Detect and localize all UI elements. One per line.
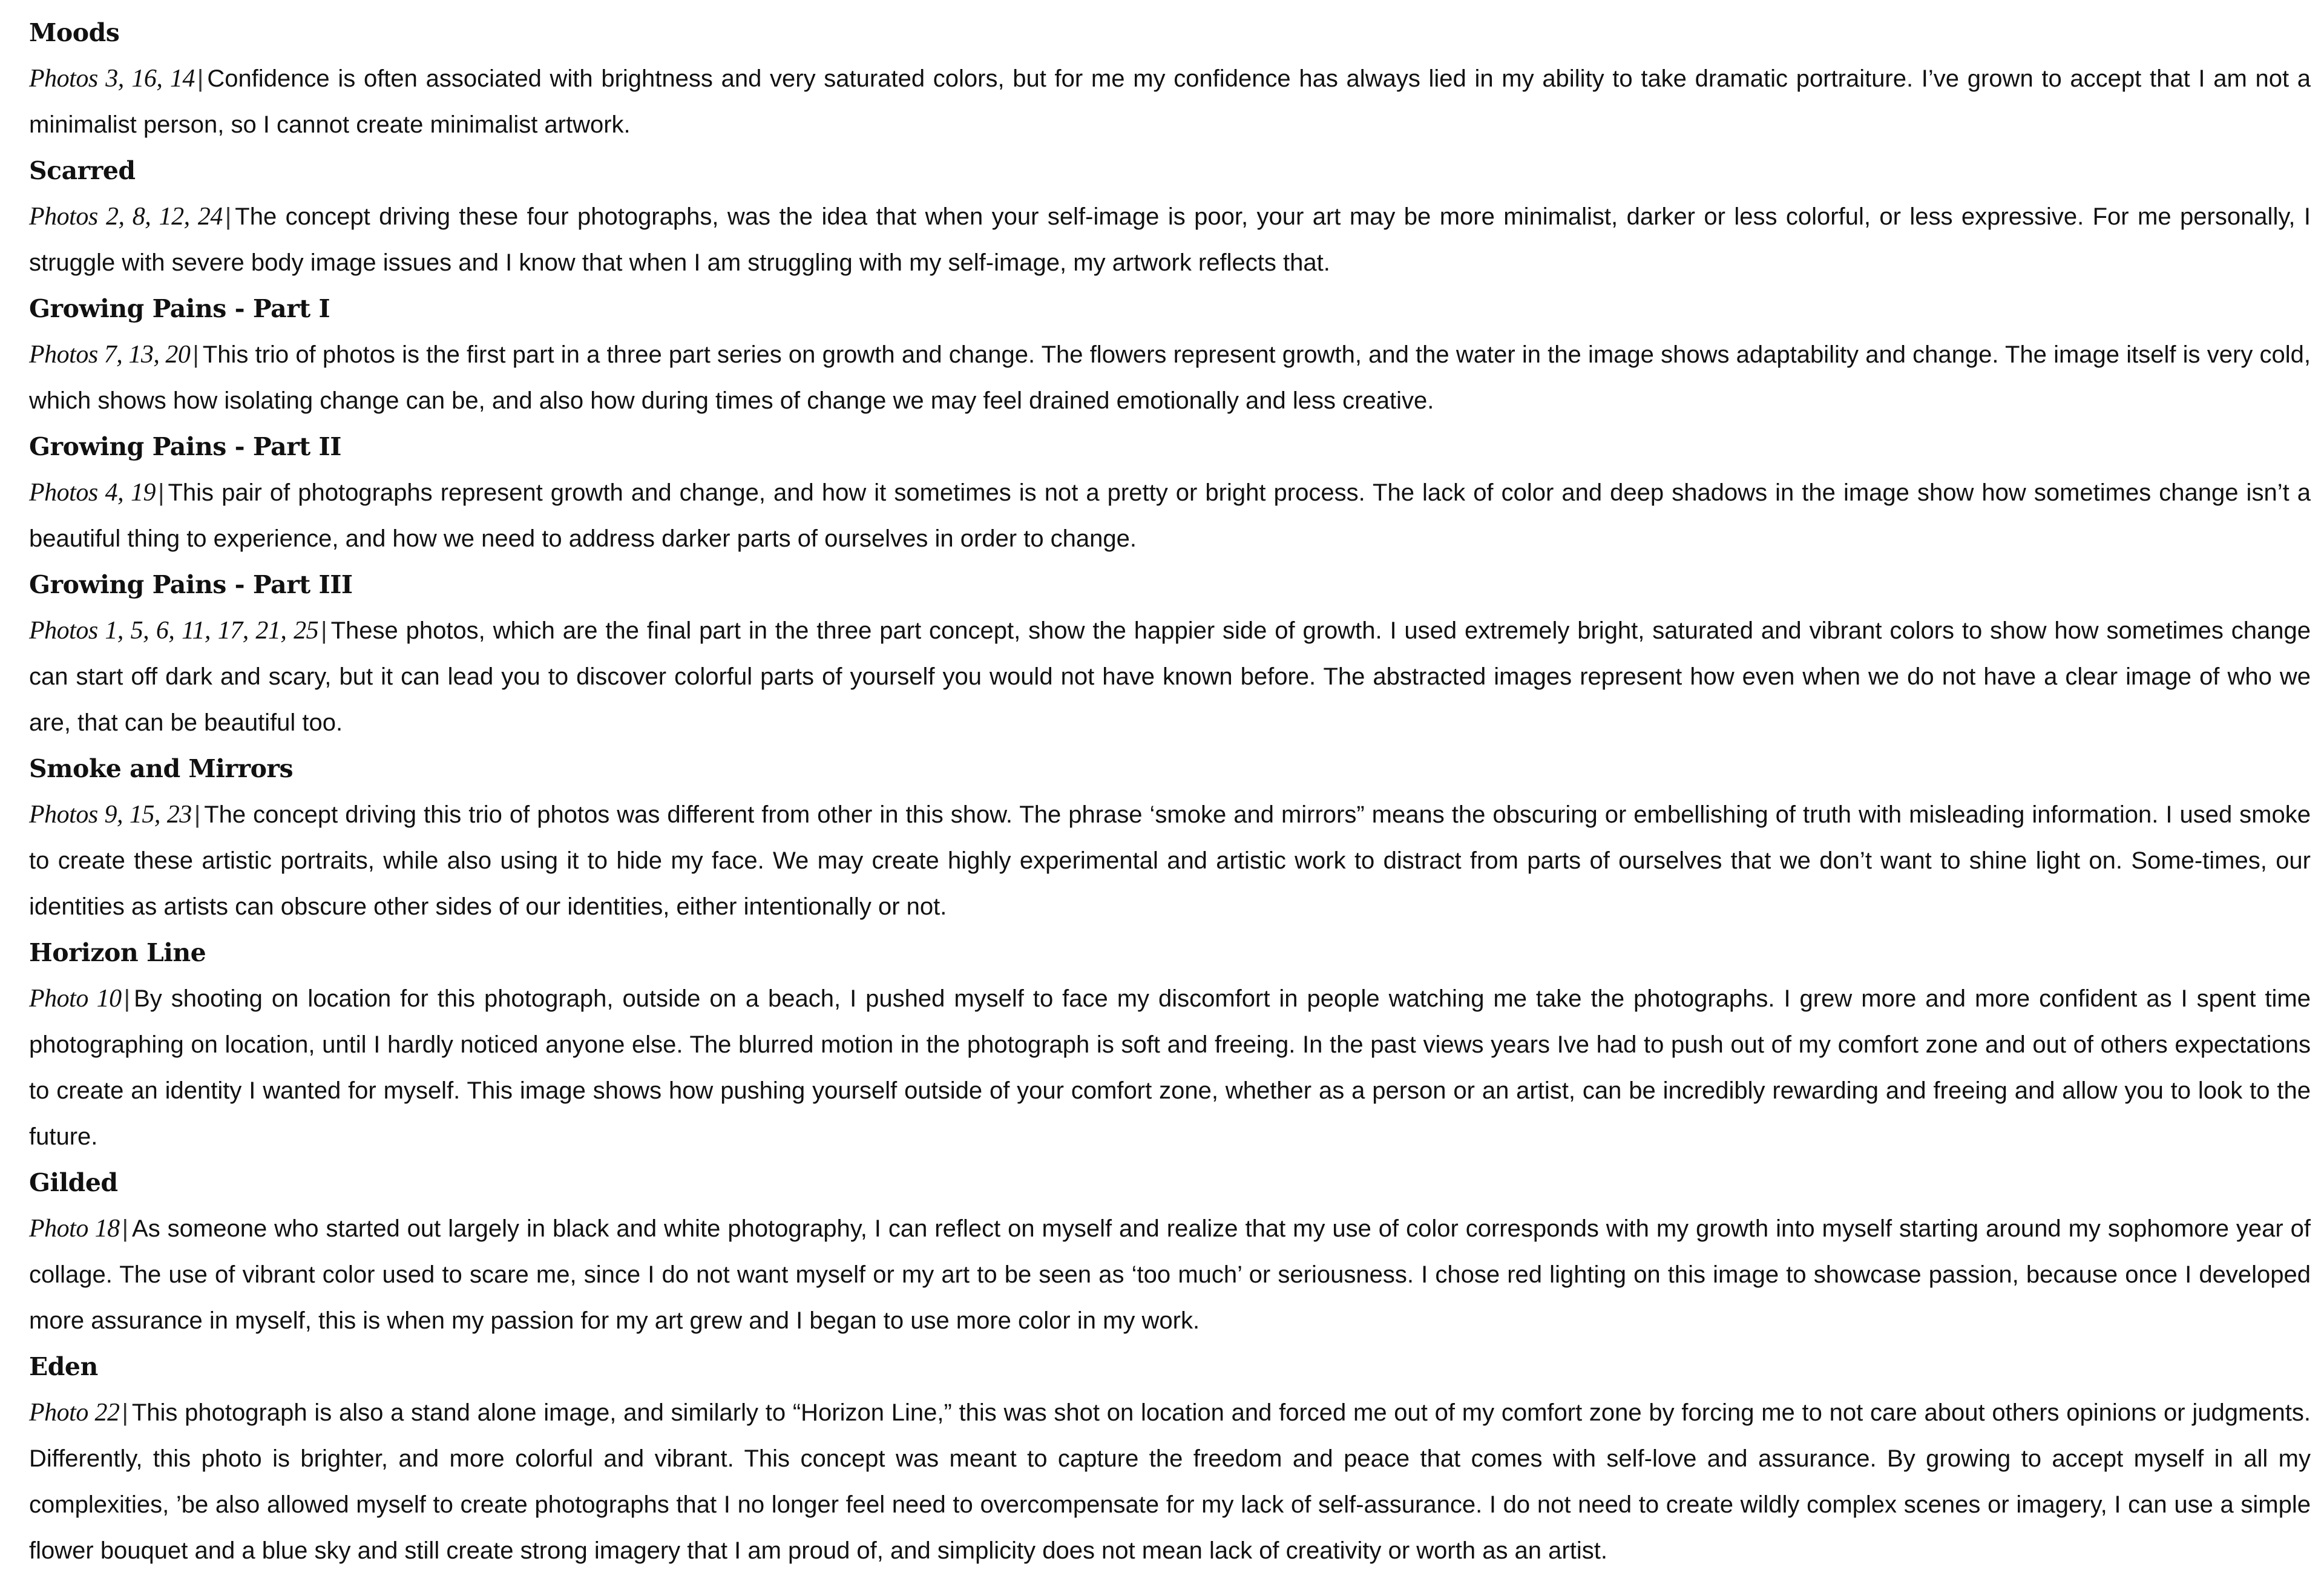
section-description [29, 976, 2311, 1160]
section-description [29, 470, 2311, 562]
separator: | [122, 1399, 128, 1426]
section-growing-pains-part-2 [29, 424, 2311, 562]
description-text: This photograph is also a stand alone image, and similarly to “Horizon Line,” this was shot on location and forced me out of my comfort zone by forcing me to not care about others opinions or judgments. Differently, this photo is brighter, and more colorful and vibrant. This concept was meant to capture the freedom and peace that comes with self-love and assurance. By growing to accept myself in all my complexities, ’be also allowed myself to create photographs that I no longer feel need to overcompensate for my lack of self-assurance. I do not need to create wildly complex scenes or imagery, I can use a simple flower bouquet and a blue sky and still create strong imagery that I am proud of, and simplicity does not mean lack of creativity or worth as an artist. [29, 1399, 2311, 1564]
photo-reference: Photos 2, 8, 12, 24 [29, 203, 223, 231]
description-text: This pair of photographs represent growth and change, and how it sometimes is not a pretty or bright process. The lack of color and deep shadows in the image show how sometimes change isn’t a beautiful thing to experience, and how we need to address darker parts of ourselves in order to change. [29, 479, 2311, 552]
section-scarred [29, 148, 2311, 286]
section-description [29, 56, 2311, 148]
section-description [29, 194, 2311, 286]
description-text: Confidence is often associated with brightness and very saturated colors, but for me my confidence has always lied in my ability to take dramatic portraiture. I’ve grown to accept that I am not a minimalist person, so I cannot create minimalist artwork. [29, 65, 2311, 138]
section-description [29, 332, 2311, 424]
separator: | [123, 985, 131, 1012]
description-text: As someone who started out largely in black and white photography, I can reflect on myself and realize that my use of color corresponds with my growth into myself starting around my sophomore year of collage. The use of vibrant color used to scare me, since I do not want myself or my art to be seen as ‘too much’ or seriousness. I chose red lighting on this image to showcase passion, because once I developed more assurance in myself, this is when my passion for my art grew and I began to use more color in my work. [29, 1215, 2311, 1334]
section-smoke-and-mirrors [29, 746, 2311, 930]
section-gilded [29, 1160, 2311, 1344]
photo-reference: Photos 1, 5, 6, 11, 17, 21, 25 [29, 617, 319, 645]
section-title: Growing Pains - Part I [29, 294, 330, 323]
description-text: These photos, which are the final part in the three part concept, show the happier side of growth. I used extremely bright, saturated and vibrant colors to show how sometimes change can start off dark and scary, but it can lead you to discover colorful parts of yourself you would not have known before. The abstracted images represent how even when we do not have a clear image of who we are, that can be beautiful too. [29, 617, 2311, 736]
section-description [29, 1206, 2311, 1344]
separator: | [192, 341, 199, 368]
section-title: Growing Pains - Part II [29, 432, 341, 461]
separator: | [197, 65, 204, 92]
section-horizon-line [29, 930, 2311, 1160]
section-growing-pains-part-3 [29, 562, 2311, 746]
photo-reference: Photos 4, 19 [29, 479, 156, 507]
separator: | [225, 203, 232, 230]
artist-statement-document [29, 10, 2311, 1574]
section-title: Gilded [29, 1168, 118, 1197]
section-description [29, 1390, 2311, 1574]
description-text: By shooting on location for this photograph, outside on a beach, I pushed myself to face my discomfort in people watching me take the photographs. I grew more and more confident as I spent time photographing on location, until I hardly noticed anyone else. The blurred motion in the photograph is soft and freeing. In the past views years Ive had to push out of my comfort zone and out of others expectations to create an identity I wanted for myself. This image shows how pushing yourself outside of your comfort zone, whether as a person or an artist, can be incredibly rewarding and freeing and allow you to look to the future. [29, 985, 2311, 1150]
separator: | [158, 479, 165, 506]
description-text: This trio of photos is the first part in a three part series on growth and change. The flowers represent growth, and the water in the image shows adaptability and change. The image itself is very cold, which shows how isolating change can be, and also how during times of change we may feel drained emotionally and less creative. [29, 341, 2311, 414]
photo-reference: Photos 7, 13, 20 [29, 341, 191, 369]
description-text: The concept driving this trio of photos was different from other in this show. The phrase ‘smoke and mirrors” means the obscuring or embellishing of truth with misleading information. I used smoke to create these artistic portraits, while also using it to hide my face. We may create highly experimental and artistic work to distract from parts of ourselves that we don’t want to shine light on. Some-times, our identities as artists can obscure other sides of our identities, either intentionally or not. [29, 801, 2311, 920]
photo-reference: Photos 9, 15, 23 [29, 801, 192, 829]
section-moods [29, 10, 2311, 148]
description-text: The concept driving these four photographs, was the idea that when your self-image is poor, your art may be more minimalist, darker or less colorful, or less expressive. For me personally, I struggle with severe body image issues and I know that when I am struggling with my self-image, my artwork reflects that. [29, 203, 2311, 276]
section-eden [29, 1344, 2311, 1574]
section-description [29, 792, 2311, 930]
section-title: Eden [29, 1352, 98, 1381]
photo-reference: Photo 18 [29, 1215, 120, 1243]
photo-reference: Photo 10 [29, 985, 122, 1013]
section-title: Horizon Line [29, 938, 206, 967]
separator: | [194, 801, 201, 828]
section-title: Moods [29, 18, 120, 47]
section-title: Growing Pains - Part III [29, 570, 353, 599]
section-growing-pains-part-1 [29, 286, 2311, 424]
section-title: Scarred [29, 156, 136, 185]
separator: | [122, 1215, 129, 1242]
photo-reference: Photos 3, 16, 14 [29, 65, 195, 93]
separator: | [321, 617, 327, 644]
section-title: Smoke and Mirrors [29, 754, 294, 783]
photo-reference: Photo 22 [29, 1399, 120, 1427]
section-description [29, 608, 2311, 746]
